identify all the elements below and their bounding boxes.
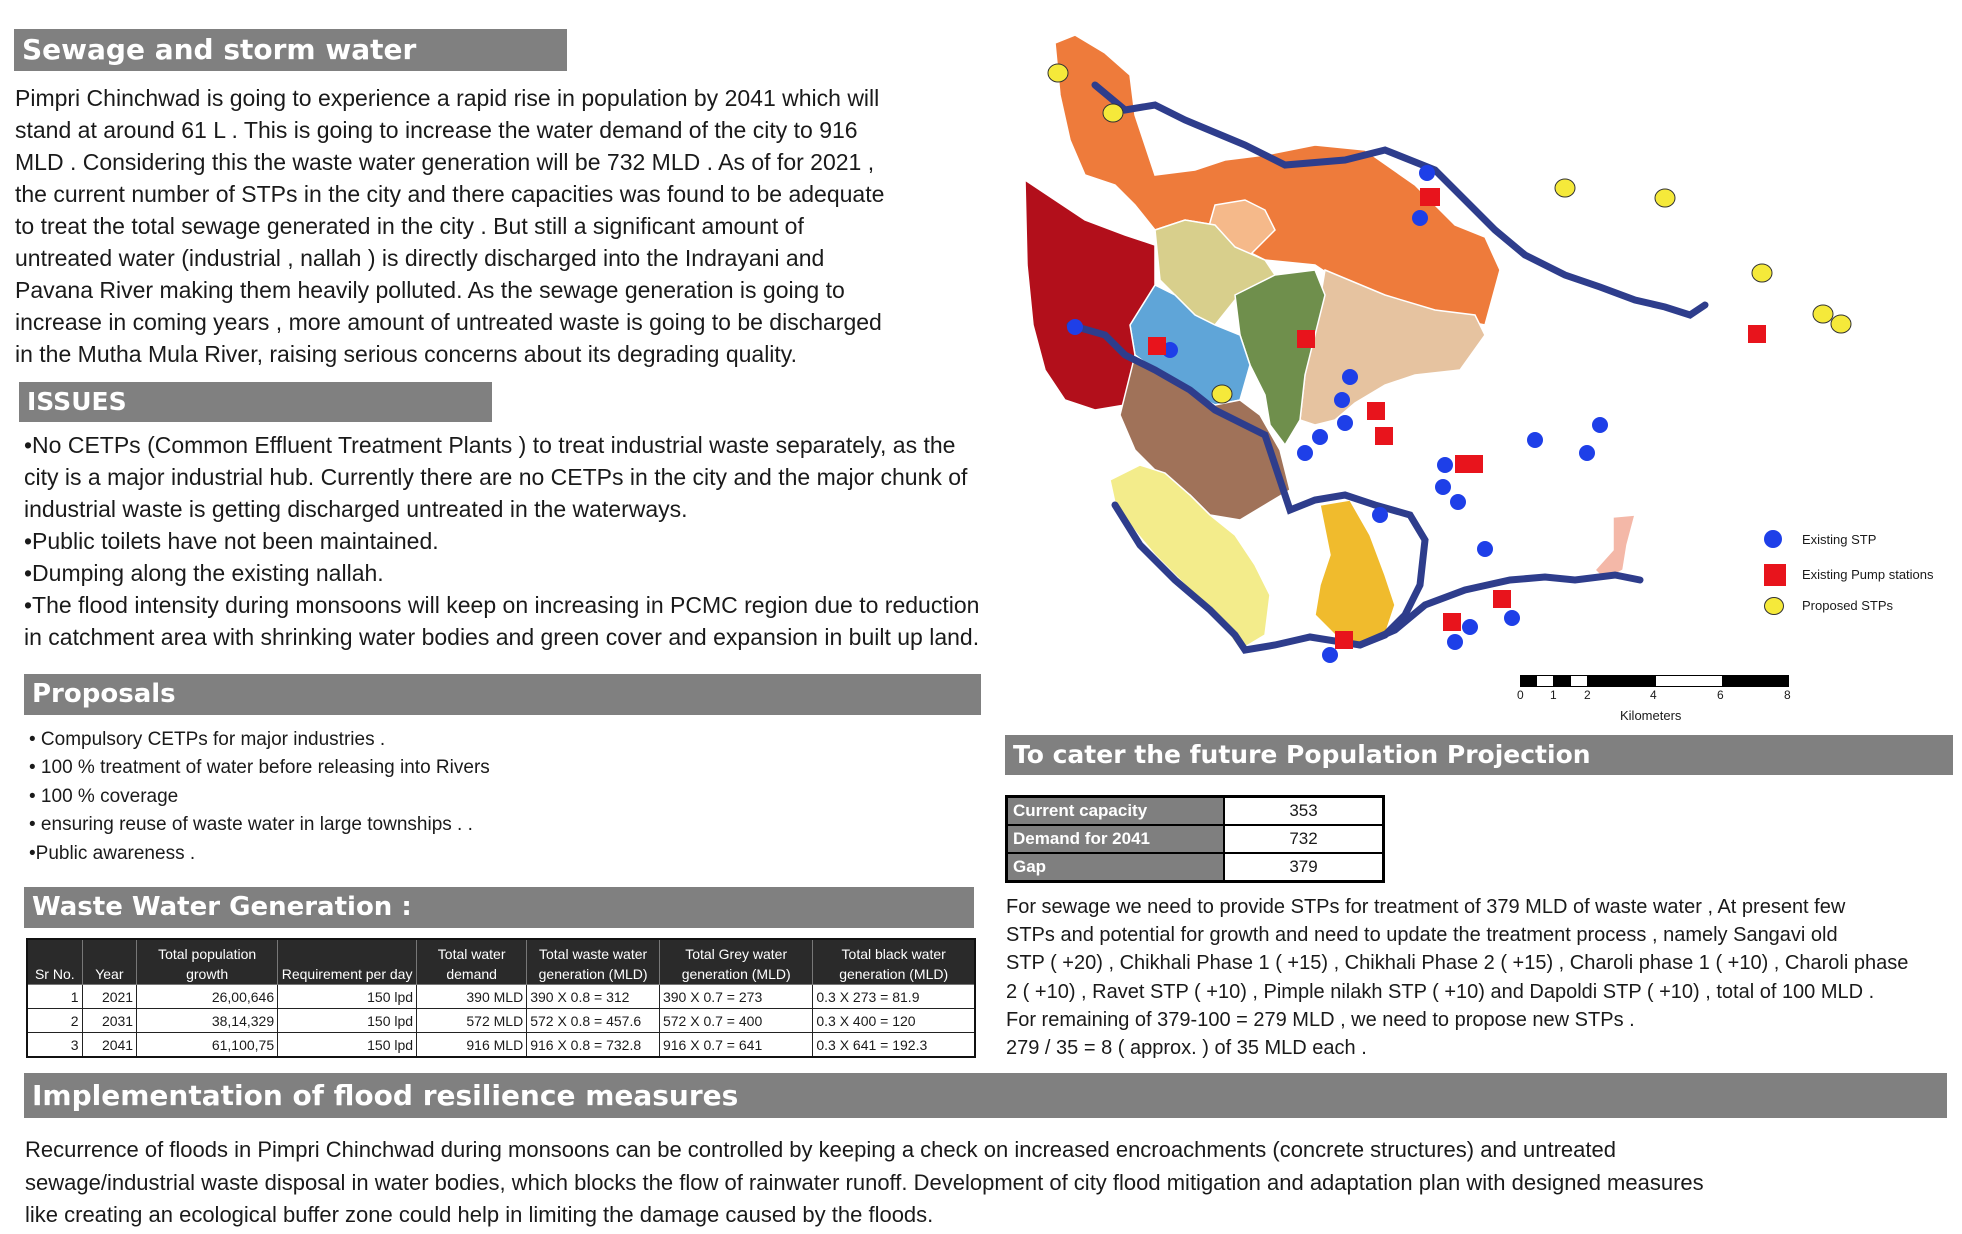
issues-paragraph [24,429,979,653]
pump-station-marker [1420,188,1440,206]
section-header-sewage: Sewage and storm water [14,29,567,71]
existing-stp-marker [1447,634,1463,650]
table-cell: 0.3 X 400 = 120 [813,1009,975,1033]
text-line: •Dumping along the existing nallah. [24,560,384,586]
pump-station-marker [1748,325,1766,343]
existing-stp-marker [1322,647,1338,663]
existing-stp-marker [1504,610,1520,626]
pump-station-marker [1375,427,1393,445]
text-line: to treat the total sewage generated in the city . But still a significant amount of [15,213,804,239]
table-cell: 572 MLD [417,1009,527,1033]
text-line: •Public toilets have not been maintained. [24,528,439,554]
section-header-waste-water: Waste Water Generation : [24,887,974,928]
legend-label: Proposed STPs [1802,598,1894,613]
table-row [1007,797,1384,826]
scale-tick: 1 [1550,688,1557,702]
table-header-row [27,939,975,985]
scale-tick: 8 [1784,688,1791,702]
list-item: • 100 % treatment of water before releasing into Rivers [29,757,490,779]
table-cell: 572 X 0.7 = 400 [659,1009,812,1033]
list-item: • ensuring reuse of waste water in large townships . . [29,814,473,836]
proposed-stp-marker [1813,305,1833,323]
existing-stp-marker [1297,445,1313,461]
capacity-table [1005,795,1385,883]
pump-station-marker [1335,631,1353,649]
table-row [1007,825,1384,853]
table-cell: 3 [27,1033,82,1058]
list-item: • 100 % coverage [29,785,179,807]
existing-stp-marker [1437,457,1453,473]
text-line: STP ( +20) , Chikhali Phase 1 ( +15) , Chikhali Phase 2 ( +15) , Charoli phase 1 ( +10) , Charoli phase [1006,952,1909,975]
pump-station-marker [1148,337,1166,355]
existing-stp-marker [1372,507,1388,523]
existing-stp-marker [1312,429,1328,445]
proposals-list [29,726,490,868]
table-cell: 2031 [82,1009,137,1033]
scale-bar [1520,675,1789,687]
text-line: •The flood intensity during monsoons will keep on increasing in PCMC region due to reduction [24,592,980,618]
table-cell: 916 X 0.8 = 732.8 [527,1033,660,1058]
text-line: 2 ( +10) , Ravet STP ( +10) , Pimple nilakh STP ( +10) and Dapoldi STP ( +10) , total of 100 MLD . [1006,980,1875,1003]
scale-tick: 0 [1517,688,1524,702]
table-row [27,985,975,1009]
table-row [1007,853,1384,882]
existing-stp-marker [1592,417,1608,433]
column-header: Total waste water generation (MLD) [527,939,660,985]
existing-stp-marker [1435,479,1451,495]
text-line: •No CETPs (Common Effluent Treatment Plants ) to treat industrial waste separately, as the [24,432,956,458]
section-header-issues: ISSUES [19,382,492,422]
pump-station-marker [1297,330,1315,348]
proposed-stp-marker [1103,104,1123,122]
sewage-paragraph [15,82,884,370]
table-cell: 2041 [82,1033,137,1058]
text-line: For remaining of 379-100 = 279 MLD , we need to propose new STPs . [1006,1008,1635,1031]
proposed-stp-marker [1655,189,1675,207]
table-cell: Current capacity [1007,797,1225,826]
proposed-stp-marker [1048,64,1068,82]
text-line: Pimpri Chinchwad is going to experience a rapid rise in population by 2041 which will [15,85,880,111]
table-cell: 916 MLD [417,1033,527,1058]
waste-water-table [26,938,976,1058]
text-line: the current number of STPs in the city and there capacities was found to be adequate [15,181,885,207]
text-line: untreated water (industrial , nallah ) is directly discharged into the Indrayani and [15,245,825,271]
proposed-stp-marker [1212,385,1232,403]
column-header: Total population growth [137,939,278,985]
text-line: sewage/industrial waste disposal in water bodies, which blocks the flow of rainwater runoff. Development of city flood mitigation and adaptation plan with designed measures [25,1169,1704,1195]
scale-segment [1571,676,1587,686]
scale-segment [1537,676,1553,686]
table-cell: 390 X 0.8 = 312 [527,985,660,1009]
section-header-proposals: Proposals [24,674,981,715]
text-line: increase in coming years , more amount of untreated waste is going to be discharged [15,309,882,335]
proposed-stp-marker [1555,179,1575,197]
proposed-stp-marker [1752,264,1772,282]
existing-stp-marker [1067,319,1083,335]
flood-paragraph [25,1134,1704,1232]
scale-tick: 4 [1650,688,1657,702]
existing-stp-marker [1450,494,1466,510]
text-line: stand at around 61 L . This is going to increase the water demand of the city to 916 [15,117,858,143]
scale-segment [1656,676,1722,686]
text-line: STPs and potential for growth and need to update the treatment process , namely Sangavi old [1006,924,1838,947]
table-cell: 916 X 0.7 = 641 [659,1033,812,1058]
proposed-stp-icon [1764,597,1784,615]
future-paragraph [1006,893,1908,1062]
scale-tick: 2 [1584,688,1591,702]
legend-label: Existing Pump stations [1802,567,1934,582]
text-line: For sewage we need to provide STPs for treatment of 379 MLD of waste water , At present few [1006,896,1846,918]
text-line: in the Mutha Mula River, raising serious concerns about its degrading quality. [15,341,797,367]
table-cell: 150 lpd [278,1009,417,1033]
existing-stp-marker [1527,432,1543,448]
proposed-stp-marker [1831,315,1851,333]
table-cell: 38,14,329 [137,1009,278,1033]
table-cell: Gap [1007,853,1225,882]
text-line: Recurrence of floods in Pimpri Chinchwad during monsoons can be controlled by keeping a check on increased encroachments (concrete structures) and untreated [25,1137,1616,1162]
existing-stp-marker [1337,415,1353,431]
table-cell: 2 [27,1009,82,1033]
existing-stp-icon [1764,530,1782,548]
table-cell: 353 [1224,797,1384,826]
column-header: Year [82,939,137,985]
pump-station-marker [1443,613,1461,631]
column-header: Sr No. [27,939,82,985]
table-cell: 61,100,75 [137,1033,278,1058]
table-cell: 0.3 X 273 = 81.9 [813,985,975,1009]
text-line: 279 / 35 = 8 ( approx. ) of 35 MLD each . [1006,1037,1367,1060]
table-cell: 390 MLD [417,985,527,1009]
section-header-flood: Implementation of flood resilience measures [24,1073,1947,1118]
list-item: • Compulsory CETPs for major industries . [29,729,386,750]
column-header: Total black water generation (MLD) [813,939,975,985]
table-row [27,1033,975,1058]
table-cell: 150 lpd [278,1033,417,1058]
pump-station-icon [1764,564,1786,586]
column-header: Total water demand [417,939,527,985]
table-cell: 150 lpd [278,985,417,1009]
existing-stp-marker [1334,392,1350,408]
text-line: MLD . Considering this the waste water generation will be 732 MLD . As of for 2021 , [15,149,875,175]
existing-stp-marker [1412,210,1428,226]
table-cell: Demand for 2041 [1007,825,1225,853]
table-cell: 379 [1224,853,1384,882]
pump-station-marker [1367,402,1385,420]
text-line: like creating an ecological buffer zone could help in limiting the damage caused by the floods. [25,1202,934,1227]
text-line: industrial waste is getting discharged untreated in the waterways. [24,496,688,522]
section-header-future: To cater the future Population Projection [1005,735,1953,775]
table-cell: 26,00,646 [137,985,278,1009]
existing-stp-marker [1477,541,1493,557]
pump-station-marker [1493,590,1511,608]
scale-unit: Kilometers [1620,708,1682,723]
existing-stp-marker [1462,619,1478,635]
text-line: Pavana River making them heavily polluted. As the sewage generation is going to [15,277,845,303]
table-cell: 732 [1224,825,1384,853]
text-line: city is a major industrial hub. Currently there are no CETPs in the city and the major chunk of [24,464,968,490]
column-header: Total Grey water generation (MLD) [659,939,812,985]
table-cell: 572 X 0.8 = 457.6 [527,1009,660,1033]
table-cell: 1 [27,985,82,1009]
scale-tick: 6 [1717,688,1724,702]
table-cell: 2021 [82,985,137,1009]
existing-stp-marker [1419,165,1435,181]
text-line: in catchment area with shrinking water bodies and green cover and expansion in built up land. [24,624,980,650]
legend-label: Existing STP [1802,532,1877,547]
pump-station-marker [1465,455,1483,473]
existing-stp-marker [1579,445,1595,461]
table-cell: 0.3 X 641 = 192.3 [813,1033,975,1058]
table-cell: 390 X 0.7 = 273 [659,985,812,1009]
column-header: Requirement per day [278,939,417,985]
existing-stp-marker [1342,369,1358,385]
table-row [27,1009,975,1033]
list-item: •Public awareness . [29,842,196,864]
